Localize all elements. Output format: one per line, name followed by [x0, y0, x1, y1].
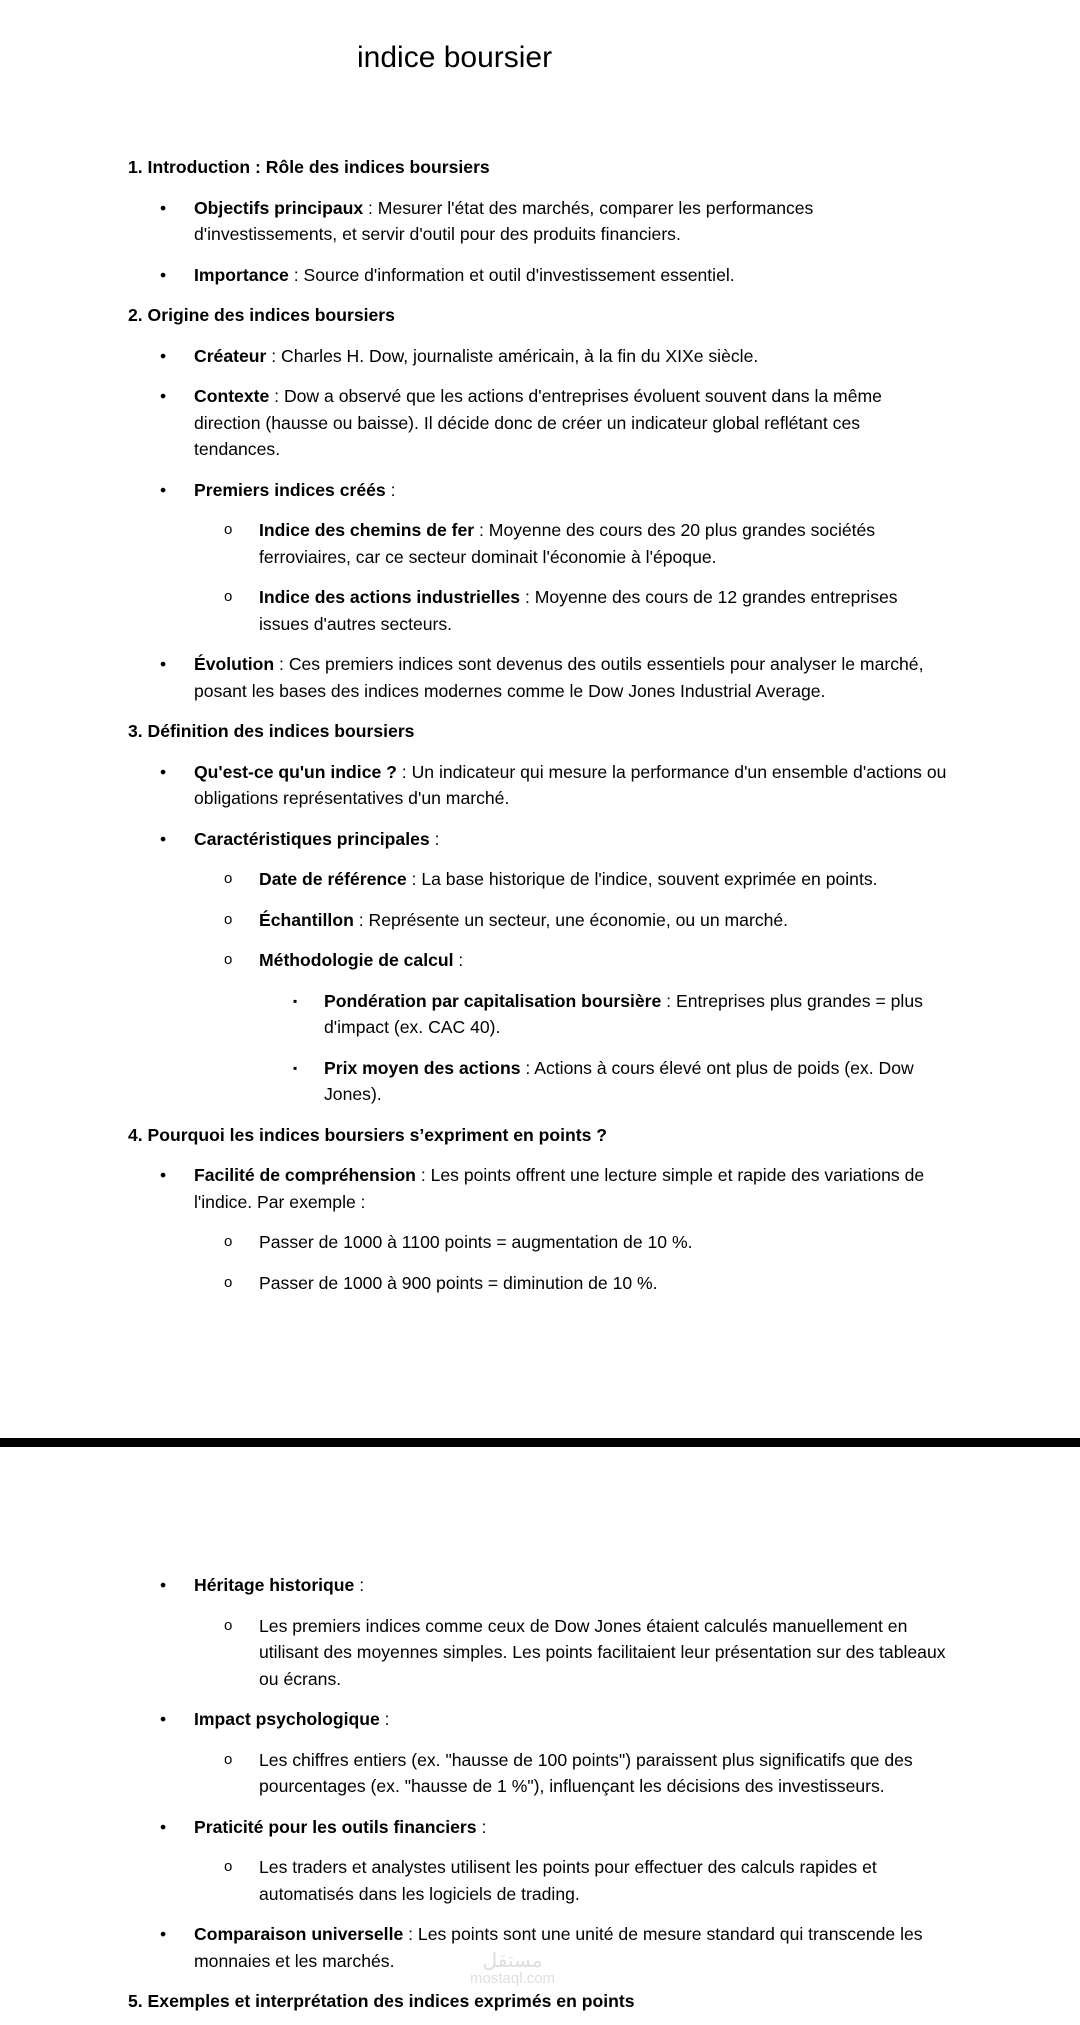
circle-marker: o	[224, 951, 233, 968]
item-term: Praticité pour les outils financiers	[194, 1816, 477, 1837]
circle-marker: o	[224, 588, 233, 605]
item-term: Objectifs principaux	[194, 197, 364, 218]
page-1-content	[128, 154, 948, 1310]
list-item	[128, 195, 948, 248]
item-term: Premiers indices créés	[194, 479, 386, 500]
item-text: : Dow a observé que les actions d'entreprises évoluent souvent dans la même direction (hausse ou baisse). Il décide donc de créer un indicateur global reflétant ces tendances.	[194, 386, 882, 459]
sub-list-item	[128, 1854, 948, 1907]
item-text: : Moyenne des cours des 20 plus grandes sociétés ferroviaires, car ce secteur dominait l'économie à l'époque.	[259, 520, 876, 567]
item-term: Contexte	[194, 386, 270, 406]
item-term: Créateur	[194, 345, 267, 366]
item-text: : Moyenne des cours de 12 grandes entreprises issues d'autres secteurs.	[259, 587, 898, 634]
item-term: Indice des actions industrielles	[259, 587, 521, 607]
sub-sub-list-item	[128, 1055, 948, 1108]
section-heading-2: 2. Origine des indices boursiers	[128, 305, 395, 325]
item-text: : Les points offrent une lecture simple et rapide des variations de l'indice. Par exemple :	[194, 1165, 925, 1212]
item-term: Prix moyen des actions	[324, 1057, 521, 1078]
item-term: Impact psychologique	[194, 1709, 380, 1729]
circle-marker: o	[224, 1616, 233, 1634]
item-term: Facilité de compréhension	[194, 1165, 416, 1185]
list-item	[128, 1706, 948, 1733]
circle-marker: o	[224, 1750, 233, 1768]
watermark-arabic: مستقل	[482, 1950, 543, 1972]
list-item	[128, 651, 948, 704]
mostaql-watermark	[470, 1951, 555, 1986]
item-term: Évolution	[194, 654, 275, 674]
item-text: Les premiers indices comme ceux de Dow Jones étaient calculés manuellement en utilisant des moyennes simples. Les points facilitaient leur présentation sur des tableaux ou écrans.	[259, 1615, 946, 1689]
item-term: Indice des chemins de fer	[259, 520, 475, 540]
square-marker: ▪	[293, 1060, 298, 1075]
item-term: Caractéristiques principales	[194, 828, 430, 849]
square-marker: ▪	[293, 993, 298, 1008]
bullet-marker: •	[160, 479, 167, 500]
item-term: Importance	[194, 264, 289, 285]
bullet-marker: •	[160, 1165, 167, 1185]
item-term: Qu'est-ce qu'un indice ?	[194, 761, 397, 782]
sub-list-item	[128, 517, 948, 570]
list-item	[128, 383, 948, 463]
bullet-marker: •	[160, 1575, 167, 1595]
item-term: Méthodologie de calcul	[259, 950, 454, 970]
document-title: indice boursier	[357, 41, 553, 74]
item-text: : Actions à cours élevé ont plus de poids (ex. Dow Jones).	[324, 1057, 914, 1104]
circle-marker: o	[224, 1233, 233, 1250]
item-text: : Charles H. Dow, journaliste américain, à la fin du XIXe siècle.	[266, 345, 759, 366]
item-term: Date de référence	[259, 869, 407, 889]
item-text: : Mesurer l'état des marchés, comparer les performances d'investissements, et servir d'outil pour des produits financiers.	[194, 197, 814, 244]
item-text: Passer de 1000 à 1100 points = augmentation de 10 %.	[259, 1232, 693, 1252]
section-heading-4: 4. Pourquoi les indices boursiers s’expriment en points ?	[128, 1124, 608, 1145]
bullet-marker: •	[160, 828, 167, 849]
item-text: Passer de 1000 à 900 points = diminution de 10 %.	[259, 1272, 658, 1293]
item-text: :	[354, 1575, 365, 1595]
bullet-marker: •	[160, 1816, 167, 1837]
sub-sub-list-item	[128, 988, 948, 1041]
item-text: :	[379, 1709, 390, 1729]
item-text: : Ces premiers indices sont devenus des outils essentiels pour analyser le marché, posant les bases des indices modernes comme le Dow Jones Industrial Average.	[194, 654, 924, 701]
circle-marker: o	[224, 910, 233, 928]
section-heading-1: 1. Introduction : Rôle des indices boursiers	[128, 157, 490, 177]
item-text: : Source d'information et outil d'investissement essentiel.	[288, 264, 735, 285]
sub-list-item	[128, 584, 948, 637]
item-text: :	[453, 950, 464, 970]
document-page-2	[0, 1447, 1080, 2025]
item-text: :	[385, 479, 396, 500]
sub-list-item	[128, 1747, 948, 1800]
sub-list-item	[128, 1229, 948, 1256]
item-term: Échantillon	[259, 909, 354, 930]
item-text: Les traders et analystes utilisent les points pour effectuer des calculs rapides et automatisés dans les logiciels de trading.	[259, 1857, 877, 1904]
item-term: Héritage historique	[194, 1575, 355, 1595]
watermark-latin: mostaql.com	[470, 1970, 556, 1987]
bullet-marker: •	[160, 197, 167, 218]
circle-marker: o	[224, 521, 233, 538]
item-text: :	[476, 1816, 487, 1837]
item-text: : Représente un secteur, une économie, ou un marché.	[353, 909, 789, 930]
bullet-marker: •	[160, 654, 167, 674]
list-item	[128, 1572, 948, 1599]
bullet-marker: •	[160, 264, 167, 285]
item-text: Les chiffres entiers (ex. "hausse de 100 points") paraissent plus significatifs que des pourcentages (ex. "hausse de 1 %"), influençant les décisions des investisseurs.	[259, 1749, 913, 1796]
bullet-marker: •	[160, 1924, 167, 1944]
sub-list-item	[128, 1613, 948, 1693]
list-item	[128, 343, 948, 370]
sub-list-item	[128, 947, 948, 974]
list-item	[128, 1814, 948, 1841]
list-item	[128, 477, 948, 504]
item-term: Comparaison universelle	[194, 1924, 404, 1944]
item-text: :	[429, 828, 440, 849]
bullet-marker: •	[160, 1709, 167, 1729]
sub-list-item	[128, 866, 948, 893]
list-item	[128, 759, 948, 812]
section-heading-3: 3. Définition des indices boursiers	[128, 721, 415, 741]
item-text: : Entreprises plus grandes = plus d'impact (ex. CAC 40).	[324, 990, 923, 1037]
list-item	[128, 262, 948, 289]
bullet-marker: •	[160, 761, 167, 782]
list-item	[128, 1162, 948, 1215]
item-text: : La base historique de l'indice, souvent exprimée en points.	[406, 869, 878, 889]
list-item	[128, 826, 948, 853]
sub-list-item	[128, 1270, 948, 1297]
section-heading-5: 5. Exemples et interprétation des indices exprimés en points	[128, 1991, 635, 2011]
bullet-marker: •	[160, 345, 167, 366]
circle-marker: o	[224, 1273, 233, 1291]
page-divider	[0, 1438, 1080, 1447]
sub-list-item	[128, 907, 948, 934]
item-text: : Les points sont une unité de mesure standard qui transcende les monnaies et les marchés.	[194, 1924, 923, 1971]
circle-marker: o	[224, 1858, 233, 1875]
circle-marker: o	[224, 870, 233, 887]
item-term: Pondération par capitalisation boursière	[324, 990, 662, 1011]
item-text: : Un indicateur qui mesure la performance d'un ensemble d'actions ou obligations représentatives d'un marché.	[194, 761, 947, 808]
bullet-marker: •	[160, 386, 167, 406]
